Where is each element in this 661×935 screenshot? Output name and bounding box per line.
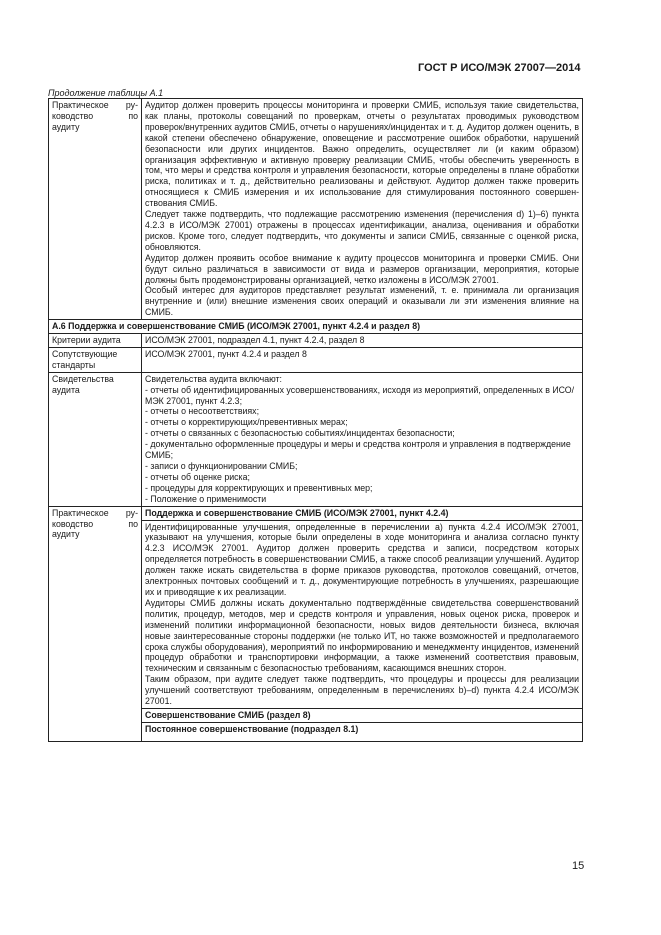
subsection-title-support: Поддержка и совершенствование СМИБ (ИСО/МЭК 27001, пункт 4.2.4) [142,507,582,520]
subsection-table [142,507,582,741]
table-row [49,334,583,348]
related-standards-value: ИСО/МЭК 27001, пункт 4.2.4 и раздел 8 [142,347,583,372]
audit-table [48,98,583,742]
subsection-text-support: Идентифицированные улучшения, определенные в перечислении а) пункта 4.2.4 ИСО/МЭК 27001, указывают на улучшения, которые были определены в ходе мониторинга и анализа согласно пункту 4.2.3 ИСО/МЭК 27001. Аудитор должен проверить средства и записи, посредством которых определяется потребность в совершенствовании СМИБ, а также способ реализации улучшений. Аудитор должен также искать свидетельства в форме приказов руководства, протоколов совещаний, отчетов, электронных почтовых сообщений и т. д., документирующие потребность в улучшениях, разрешающие их и приводящие к их реализации. Аудиторы СМИБ должны искать документально подтверждённые свидетельства совершенствований политик, процедур, методов, мер и средств контроля и управления, новых оценок риска, проверок и изменений политики информационной безопасности, новых видов деятельности бизнеса, включая новые заинтересованные стороны поддержки (не только ИТ, но также возможностей и предполагаемого срока службы оборудования), мероприятий по информированию и менеджменту инцидентов, изменений процедур обработки и транспортировки информации, а также изменений соответствия правовым, техническим и связанным с безопасностью требованиям, касающимся внешних сторон. Таким образом, при аудите следует также подтвердить, что процедуры и процессы для реализации улучшений соответствуют требованиям, определенным в перечислениях b)–d) пункта 4.2.4 ИСО/МЭК 27001. [142,520,582,708]
section-heading-a6: А.6 Поддержка и совершенствование СМИБ (ИСО/МЭК 27001, пункт 4.2.4 и раздел 8) [49,320,583,334]
table-caption: Продолжение таблицы А.1 [48,88,164,98]
practical-guidance-text: Аудитор должен проверить процессы мониторинга и проверки СМИБ, используя такие свидетельства, как планы, протоколы совещаний по проверкам, отчеты о результатах проводимых руководством проверок/внутренних аудитов СМИБ, отчеты о нарушениях/инцидентах и т. д. Аудитор должен оценить, в какой степени обеспечено обнаружение, оповещение и рассмотрение ошибок обработки, нарушений безопасности или других инцидентов. Важно определить, осуществляет ли (и каким образом) организация эффективную и активную проверку реализации СМИБ, чтобы обеспечить уверенность в том, что меры и средства контроля и управления безопасности, которые определены в плане обработки риска, политиках и т. д., действительно реализованы и действуют. Аудитор должен также проверить относящиеся к СМИБ измерения и их использование для стимулирования постоянного совершенствования СМИБ. Следует также подтвердить, что подлежащие рассмотрению изменения (перечисления d) 1)–6) пункта 4.2.3 в ИСО/МЭК 27001) отражены в процессах идентификации, анализа, оценивания и обработки рисков. Кроме того, следует подтвердить, что документы и записи СМИБ, связанные с оценкой риска, обновляются. Аудитор должен проявить особое внимание к аудиту процессов мониторинга и проверки СМИБ. Они будут сильно различаться в зависимости от вида и размеров организации, мероприятия, которые должны быть продемонстрированы организацией, четко изложены в ИСО/МЭК 27001. Особый интерес для аудиторов представляет результат изменений, т. е. принимала ли организация внутренние и (или) внешние изменения своих операций и оказывали ли эти изменения влияние на СМИБ. [142,99,583,320]
criteria-value: ИСО/МЭК 27001, подраздел 4.1, пункт 4.2.4, раздел 8 [142,334,583,348]
row-label-evidence: Свидетельства аудита [49,372,142,506]
row-label-related-standards: Сопутствующие стандарты [49,347,142,372]
row-label-criteria: Критерии аудита [49,334,142,348]
table-row [49,372,583,506]
table-row [49,99,583,320]
document-header: ГОСТ Р ИСО/МЭК 27007—2014 [418,62,581,74]
subsection-title-continual-improvement: Постоянное совершенствование (подраздел 8.1) [145,723,359,734]
row-label-practical-guidance-2: Практическое ру- ководство по аудиту [49,506,142,741]
row-label-practical-guidance: Практическое ру- ководство по аудиту [49,99,142,320]
table-row [49,506,583,741]
table-row [49,347,583,372]
subsection-title-improvement: Совершенствование СМИБ (раздел 8) [142,708,582,722]
table-row [49,320,583,334]
page-number: 15 [572,860,585,872]
evidence-list: Свидетельства аудита включают: - отчеты об идентифицированных усовершенствованиях, исходя из мероприятий, определенных в ИСО/МЭК 27001, пункт 4.2.3; - отчеты о несоответствиях; - отчеты о корректирующих/превентивных мерах; - отчеты о связанных с безопасностью событиях/инцидентах безопасности; - документально оформленные процедуры и меры и средства контроля и управления в подтверждение СМИБ; - записи о функционировании СМИБ; - отчеты об оценке риска; - процедуры для корректирующих и превентивных мер; - Положение о применимости [142,372,583,506]
guidance-subsections [142,506,583,741]
